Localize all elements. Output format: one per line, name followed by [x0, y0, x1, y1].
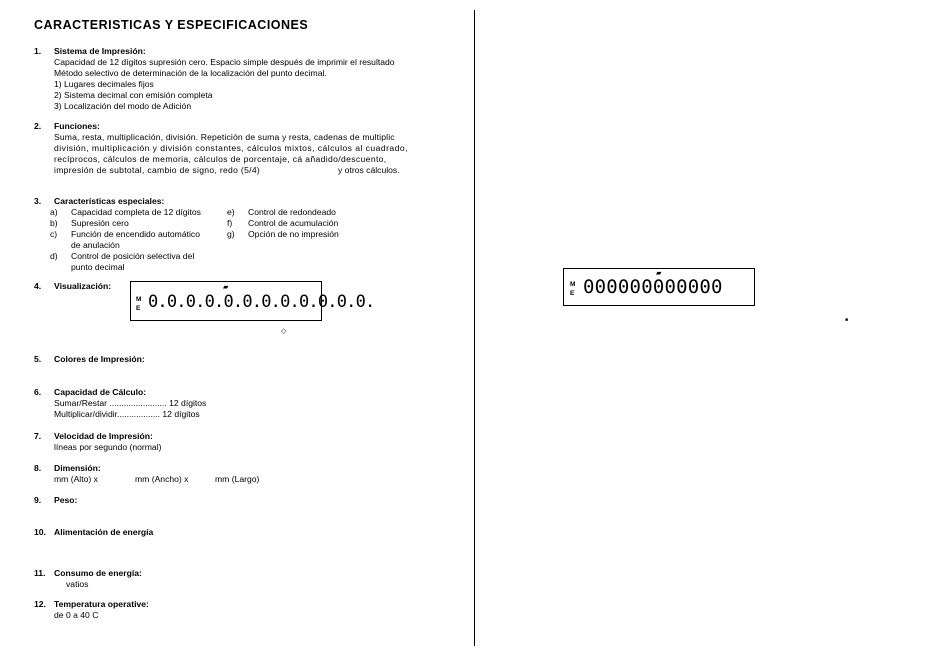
indicator-icon: ◇: [281, 328, 287, 335]
list-item-key: g): [227, 229, 235, 239]
list-item-key: a): [50, 207, 58, 217]
text-line: Método selectivo de determinación de la localización del punto decimal.: [54, 68, 327, 78]
list-item: 2) Sistema decimal con emisión completa: [54, 90, 213, 100]
lcd-display-left: [130, 281, 375, 321]
section-number: 7.: [34, 431, 42, 441]
list-item: Capacidad completa de 12 dígitos: [71, 207, 201, 217]
section-heading: Funciones:: [54, 121, 100, 131]
section-heading: Colores de Impresión:: [54, 354, 145, 364]
section-heading: Alimentación de energía: [54, 527, 154, 537]
indicator-icon: ■: [845, 317, 849, 323]
section-heading: Consumo de energía:: [54, 568, 142, 578]
error-label: E: [136, 305, 141, 312]
section-number: 6.: [34, 387, 42, 397]
text-line: división, multiplicación y división constantes, cálculos mixtos, cálculos al cuadrado,: [54, 143, 408, 153]
list-item-key: d): [50, 251, 58, 261]
text-line: Multiplicar/dividir.................. 12 dígitos: [54, 409, 200, 419]
section-number: 5.: [34, 354, 42, 364]
section-heading: Temperatura operative:: [54, 599, 149, 609]
list-item: Función de encendido automático: [71, 229, 200, 239]
list-item: de anulación: [71, 240, 120, 250]
section-heading: Características especiales:: [54, 196, 165, 206]
display-digits: 000000000000: [583, 276, 723, 298]
section-heading: Peso:: [54, 495, 78, 505]
list-item: Control de redondeado: [248, 207, 336, 217]
list-item: 3) Localización del modo de Adición: [54, 101, 192, 111]
list-item-key: c): [50, 229, 58, 239]
text-line: Suma, resta, multiplicación, división. Repetición de suma y resta, cadenas de multiplic: [54, 132, 395, 142]
text-line: Capacidad de 12 dígitos supresión cero. Espacio simple después de imprimir el resultado: [54, 57, 395, 67]
list-item: punto decimal: [71, 262, 125, 272]
text-line: y otros cálculos.: [338, 165, 400, 175]
section-heading: Capacidad de Cálculo:: [54, 387, 147, 397]
list-item-key: e): [227, 207, 235, 217]
section-heading: Sistema de Impresión:: [54, 46, 146, 56]
memory-label: M: [570, 281, 576, 288]
dimension-width: mm (Ancho) x: [135, 474, 189, 484]
memory-label: M: [136, 296, 142, 303]
section-heading: Visualización:: [54, 281, 112, 291]
text-line: impresión de subtotal, cambio de signo, redo (5/4): [54, 165, 261, 175]
section-number: 10.: [34, 527, 46, 537]
list-item: Opción de no impresión: [248, 229, 339, 239]
section-number: 3.: [34, 196, 42, 206]
list-item-key: f): [227, 218, 233, 228]
dimension-length: mm (Largo): [215, 474, 260, 484]
text-line: Sumar/Restar ........................ 12 dígitos: [54, 398, 207, 408]
section-heading: Velocidad de Impresión:: [54, 431, 153, 441]
display-indicator-icon: ▰: [223, 284, 229, 291]
page-divider: [474, 10, 475, 646]
section-number: 4.: [34, 281, 42, 291]
section-number: 8.: [34, 463, 42, 473]
error-label: E: [570, 290, 575, 297]
section-number: 9.: [34, 495, 42, 505]
text-line: de 0 a 40 C: [54, 610, 99, 620]
list-item: Control de posición selectiva del: [71, 251, 195, 261]
page-title: CARACTERISTICAS Y ESPECIFICACIONES: [34, 18, 309, 32]
display-digits: 0.0.0.0.0.0.0.0.0.0.0.0.: [148, 292, 375, 312]
list-item: Supresión cero: [71, 218, 129, 228]
section-number: 2.: [34, 121, 42, 131]
section-number: 12.: [34, 599, 46, 609]
text-line: vatios: [66, 579, 89, 589]
section-number: 11.: [34, 568, 46, 578]
dimension-height: mm (Alto) x: [54, 474, 98, 484]
section-heading: Dimensión:: [54, 463, 101, 473]
section-number: 1.: [34, 46, 42, 56]
text-line: recíprocos, cálculos de memoria, cálculos de porcentaje, cá añadido/descuento,: [54, 154, 387, 164]
list-item: Control de acumulación: [248, 218, 339, 228]
lcd-display-right: [563, 268, 755, 306]
display-indicator-icon: ▰: [656, 270, 662, 277]
list-item: 1) Lugares decimales fijos: [54, 79, 154, 89]
text-line: líneas por segundo (normal): [54, 442, 162, 452]
list-item-key: b): [50, 218, 58, 228]
